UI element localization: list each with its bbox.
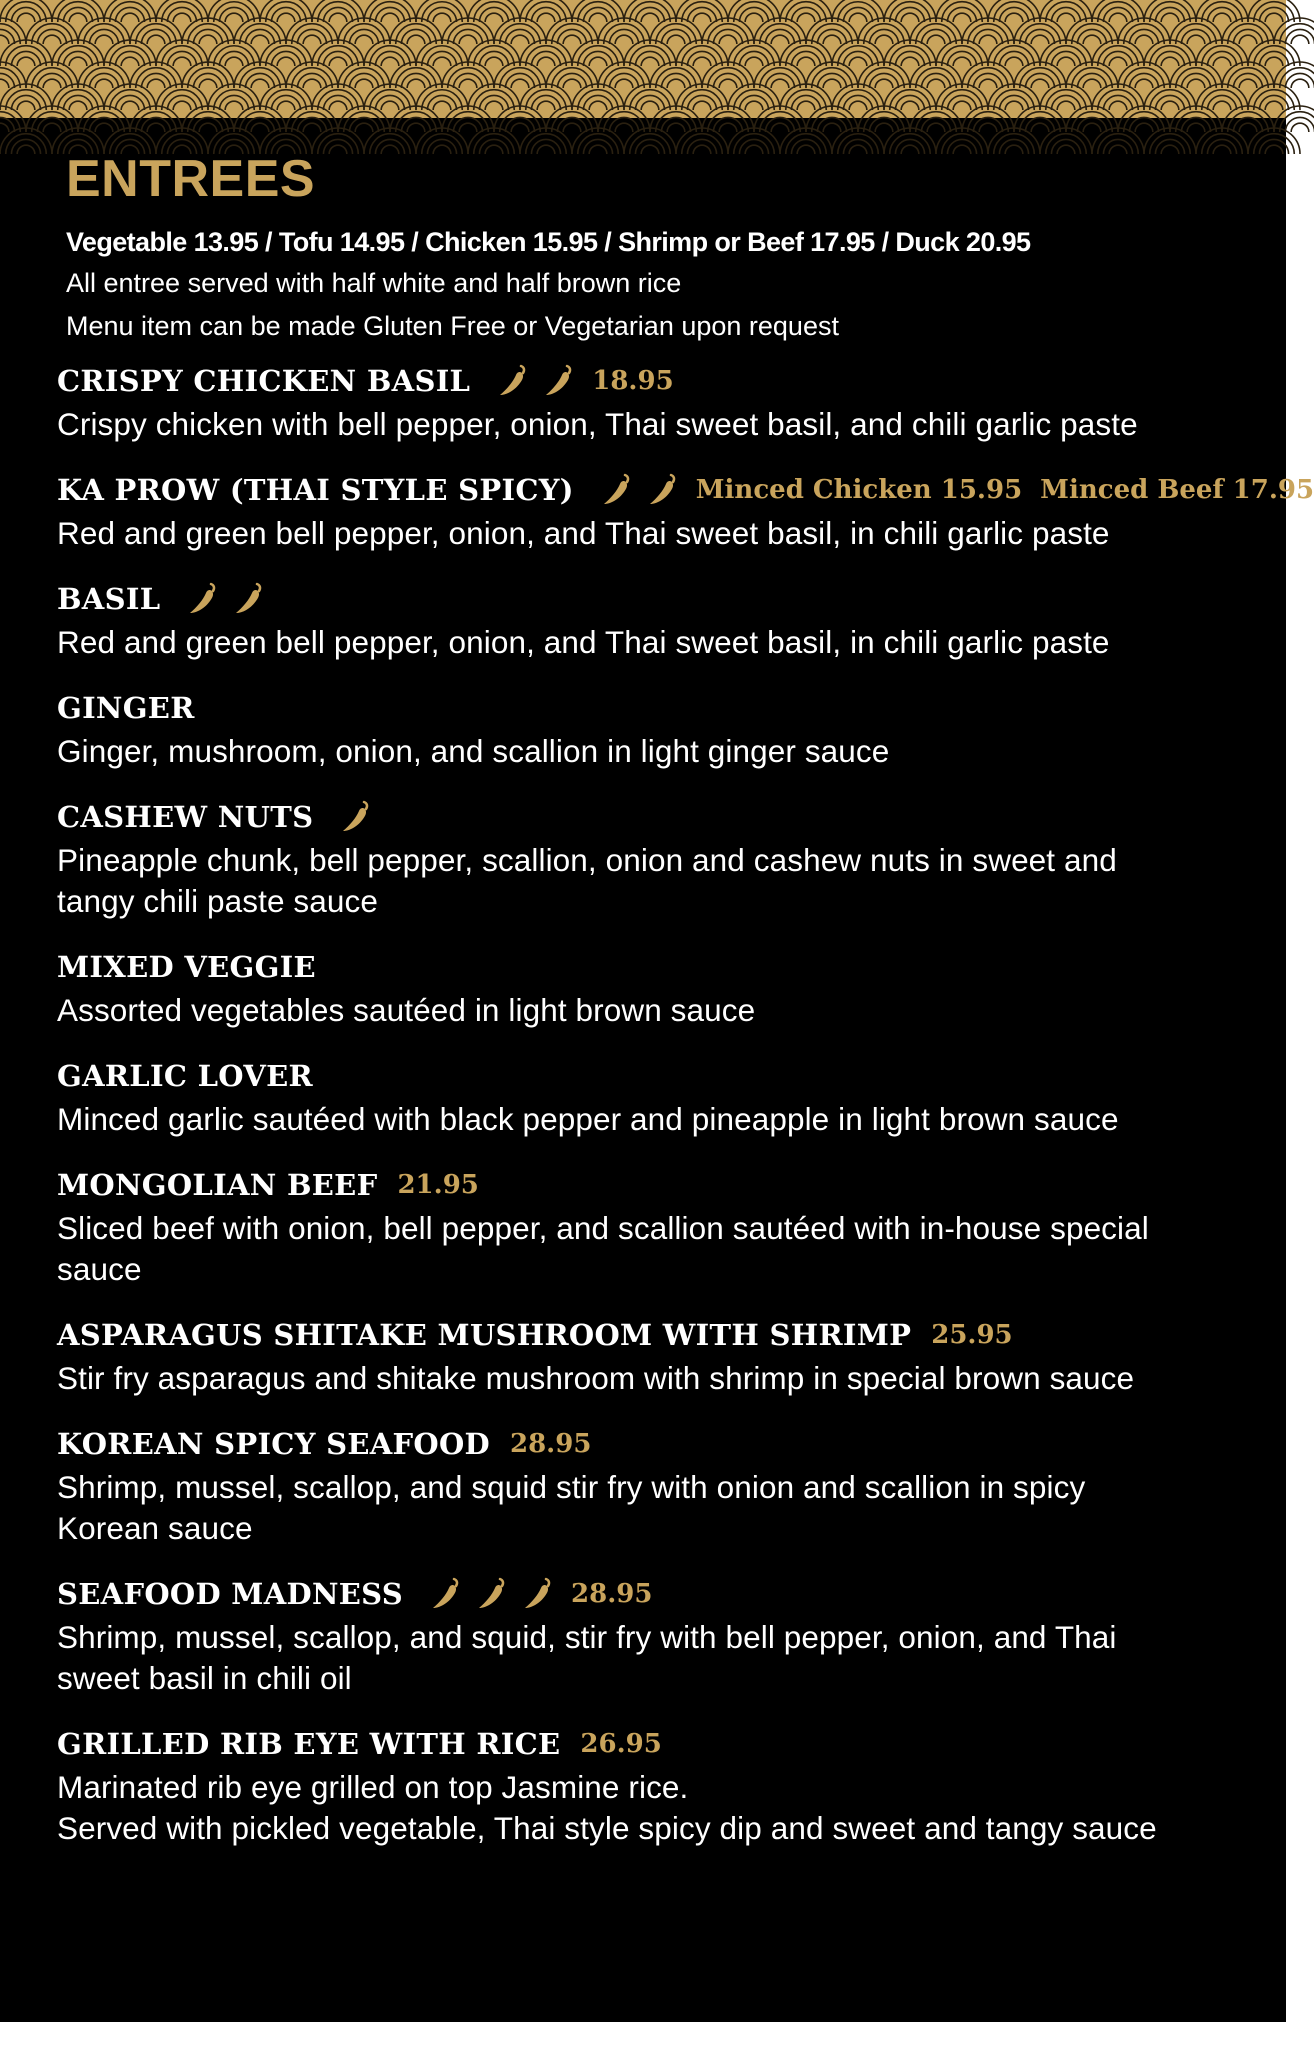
menu-item-price: 18.95 — [592, 366, 674, 396]
menu-item — [57, 687, 1257, 772]
chili-pepper-icon — [431, 1577, 461, 1611]
menu-item — [57, 1314, 1257, 1399]
menu-item-description: Red and green bell pepper, onion, and Thai sweet basil, in chili garlic paste — [57, 624, 1110, 660]
menu-item-price: 21.95 — [397, 1170, 479, 1200]
chili-pepper-icon — [188, 582, 218, 616]
chili-pepper-icon — [648, 473, 678, 507]
menu-item-header — [57, 687, 1257, 729]
menu-item-description: Crispy chicken with bell pepper, onion, Thai sweet basil, and chili garlic paste — [57, 406, 1138, 442]
menu-item-header — [57, 1164, 1257, 1206]
menu-item — [57, 1423, 1257, 1549]
menu-item-name: ASPARAGUS SHITAKE MUSHROOM WITH SHRIMP — [57, 1318, 912, 1352]
menu-item-header — [57, 1423, 1257, 1465]
menu-item — [57, 1723, 1257, 1849]
chili-pepper-icon — [341, 800, 371, 834]
section-title: ENTREES — [66, 150, 316, 208]
spice-level — [498, 364, 590, 398]
chili-pepper-icon — [477, 1577, 507, 1611]
chili-pepper-icon — [234, 582, 264, 616]
menu-item-name: CRISPY CHICKEN BASIL — [57, 364, 471, 398]
menu-item-name: KOREAN SPICY SEAFOOD — [57, 1427, 490, 1461]
spice-level — [341, 800, 387, 834]
entrees-section — [57, 148, 1314, 1873]
menu-item-name: MONGOLIAN BEEF — [57, 1168, 378, 1202]
menu-item-description: Ginger, mushroom, onion, and scallion in light ginger sauce — [57, 733, 890, 769]
menu-item-name: BASIL — [57, 582, 161, 616]
menu-item-header — [57, 1055, 1257, 1097]
menu-item — [57, 796, 1257, 922]
menu-item — [57, 1164, 1257, 1290]
menu-item-name: MIXED VEGGIE — [57, 950, 316, 984]
menu-item-description: Assorted vegetables sautéed in light brown sauce — [57, 992, 756, 1028]
menu-item-name: KA PROW (THAI STYLE SPICY) — [57, 473, 574, 507]
menu-item-header — [57, 796, 1257, 838]
menu-item-description: Pineapple chunk, bell pepper, scallion, onion and cashew nuts in sweet and tangy chili paste sauce — [57, 842, 1117, 919]
menu-item-price: 26.95 — [580, 1729, 662, 1759]
menu-item-name: GINGER — [57, 691, 195, 725]
menu-item — [57, 360, 1257, 445]
menu-item — [57, 1055, 1257, 1140]
menu-item-description: Shrimp, mussel, scallop, and squid, stir fry with bell pepper, onion, and Thai sweet basil in chili oil — [57, 1619, 1117, 1696]
chili-pepper-icon — [498, 364, 528, 398]
section-notes — [57, 262, 1257, 348]
chili-pepper-icon — [544, 364, 574, 398]
chili-pepper-icon — [602, 473, 632, 507]
chili-pepper-icon — [523, 1577, 553, 1611]
spice-level — [602, 473, 694, 507]
menu-item-price: 28.95 — [571, 1579, 653, 1609]
menu-item-price: 25.95 — [931, 1320, 1013, 1350]
menu-item — [57, 578, 1257, 663]
spice-level — [431, 1577, 569, 1611]
menu-item — [57, 946, 1257, 1031]
menu-item-price: 28.95 — [510, 1429, 592, 1459]
menu-item-header — [57, 946, 1257, 988]
menu-item-name: GRILLED RIB EYE WITH RICE — [57, 1727, 561, 1761]
menu-items-list — [57, 360, 1314, 1849]
menu-item-description: Marinated rib eye grilled on top Jasmine rice. Served with pickled vegetable, Thai style spicy dip and sweet and tangy sauce — [57, 1769, 1157, 1846]
menu-item-description: Shrimp, mussel, scallop, and squid stir fry with onion and scallion in spicy Korean sauce — [57, 1469, 1086, 1546]
menu-item-description: Stir fry asparagus and shitake mushroom with shrimp in special brown sauce — [57, 1360, 1135, 1396]
menu-item-header — [57, 1573, 1257, 1615]
menu-item — [57, 1573, 1257, 1699]
menu-item-header — [57, 1314, 1257, 1356]
menu-item-header — [57, 469, 1314, 511]
menu-item-name: SEAFOOD MADNESS — [57, 1577, 404, 1611]
menu-item-name: GARLIC LOVER — [57, 1059, 313, 1093]
menu-item — [57, 469, 1314, 554]
menu-item-description: Red and green bell pepper, onion, and Thai sweet basil, in chili garlic paste — [57, 515, 1110, 551]
menu-item-name: CASHEW NUTS — [57, 800, 314, 834]
section-note: Menu item can be made Gluten Free or Vegetarian upon request — [66, 311, 839, 341]
menu-item-description: Sliced beef with onion, bell pepper, and scallion sautéed with in-house special sauce — [57, 1210, 1149, 1287]
menu-item-header — [57, 578, 1257, 620]
gold-scallop-pattern — [0, 0, 1286, 118]
menu-item-price: Minced Beef 17.95 — [1040, 475, 1314, 505]
spice-level — [188, 582, 280, 616]
menu-item-header — [57, 1723, 1257, 1765]
base-prices: Vegetable 13.95 / Tofu 14.95 / Chicken 15.95 / Shrimp or Beef 17.95 / Duck 20.95 — [66, 227, 1031, 257]
menu-item-header — [57, 360, 1257, 402]
menu-item-price: Minced Chicken 15.95 — [695, 475, 1023, 505]
menu-item-description: Minced garlic sautéed with black pepper and pineapple in light brown sauce — [57, 1101, 1119, 1137]
section-note: All entree served with half white and half brown rice — [66, 268, 682, 298]
